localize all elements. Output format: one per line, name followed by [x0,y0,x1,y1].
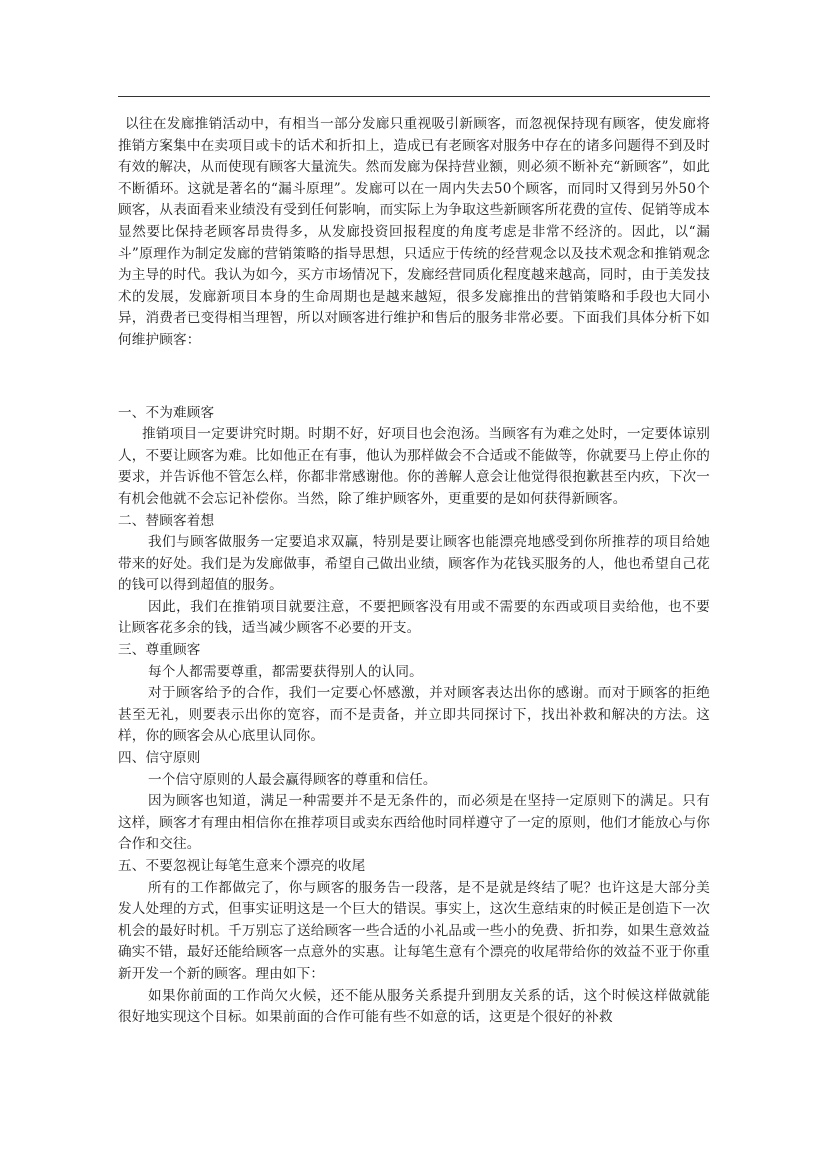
section-3-paragraph-1: 每个人都需要尊重，都需要获得别人的认同。 [148,663,423,680]
section-heading-1: 一、不为难顾客 [118,404,215,421]
section-2-paragraph-2: 因此，我们在推销项目就要注意，不要把顾客没有用或不需要的东西或项目卖给他，也不要让顾客花多余的钱，适当减少顾客不必要的开支。 [118,598,710,637]
intro-paragraph: 以往在发廊推销活动中，有相当一部分发廊只重视吸引新顾客，而忽视保持现有顾客，使发廊将推销方案集中在卖项目或卡的话术和折扣上，造成已有老顾客对服务中存在的诸多问题得不到及时有效的解决，从而使现有顾客大量流失。然而发廊为保持营业额，则必须不断补充“新顾客”，如此不断循环。这就是著名的“漏斗原理”。发廊可以在一周内失去50个顾客，而同时又得到另外50个顾客，从表面看来业绩没有受到任何影响，而实际上为争取这些新顾客所花费的宣传、促销等成本显然要比保持老顾客昂贵得多，从发廊投资回报程度的角度考虑是非常不经济的。因此，以“漏斗”原理作为制定发廊的营销策略的指导思想，只适应于传统的经营观念以及技术观念和推销观念为主导的时代。我认为如今，买方市场情况下，发廊经营同质化程度越来越高，同时，由于美发技术的发展，发廊新项目本身的生命周期也是越来越短，很多发廊推出的营销策略和手段也大同小异，消费者已变得相当理智，所以对顾客进行维护和售后的服务非常必要。下面我们具体分析下如何维护顾客： [118,116,710,348]
section-1-paragraph-1: 推销项目一定要讲究时期。时期不好，好项目也会泡汤。当顾客有为难之处时，一定要体谅别人，不要让顾客为难。比如他正在有事，他认为那样做会不合适或不能做等，你就要马上停止你的要求，并告诉他不管怎么样，你都非常感谢他。你的善解人意会让他觉得很抱歉甚至内疚，下次一有机会他就不会忘记补偿你。当然，除了维护顾客外，更重要的是如何获得新顾客。 [118,426,710,507]
section-5-paragraph-2: 如果你前面的工作尚欠火候，还不能从服务关系提升到朋友关系的话，这个时候这样做就能很好地实现这个目标。如果前面的合作可能有些不如意的话，这更是个很好的补救 [118,987,710,1026]
section-3-paragraph-2: 对于顾客给予的合作，我们一定要心怀感激，并对顾客表达出你的感谢。而对于顾客的拒绝甚至无礼，则要表示出你的宽容，而不是责备，并立即共同探讨下，找出补救和解决的方法。这样，你的顾客会从心底里认同你。 [118,685,710,745]
section-4-paragraph-1: 一个信守原则的人最会赢得顾客的尊重和信任。 [148,771,437,788]
section-4-paragraph-2: 因为顾客也知道，满足一种需要并不是无条件的，而必须是在坚持一定原则下的满足。只有这样，顾客才有理由相信你在推荐项目或卖东西给他时同样遵守了一定的原则，他们才能放心与你合作和交往。 [118,793,710,853]
section-heading-5: 五、不要忽视让每笔生意来个漂亮的收尾 [118,858,366,874]
section-heading-4: 四、信守原则 [118,750,201,767]
section-5-paragraph-1: 所有的工作都做完了，你与顾客的服务告一段落，是不是就是终结了呢？也许这是大部分美发人处理的方式，但事实证明这是一个巨大的错误。事实上，这次生意结束的时候正是创造下一次机会的最好时机。千万别忘了送给顾客一些合适的小礼品或一些小的免费、折扣券，如果生意效益确实不错，最好还能给顾客一点意外的实惠。让每笔生意有个漂亮的收尾带给你的效益不亚于你重新开发一个新的顾客。理由如下： [118,879,710,982]
section-heading-3: 三、尊重顾客 [118,642,201,659]
section-2-paragraph-1: 我们与顾客做服务一定要追求双赢，特别是要让顾客也能漂亮地感受到你所推荐的项目给她带来的好处。我们是为发廊做事，希望自己做出业绩，顾客作为花钱买服务的人，他也希望自己花的钱可以得到超值的服务。 [118,534,710,594]
section-gap [118,352,710,403]
document-body [118,114,710,1029]
header-rule [118,96,710,97]
section-heading-2: 二、替顾客着想 [118,512,215,529]
